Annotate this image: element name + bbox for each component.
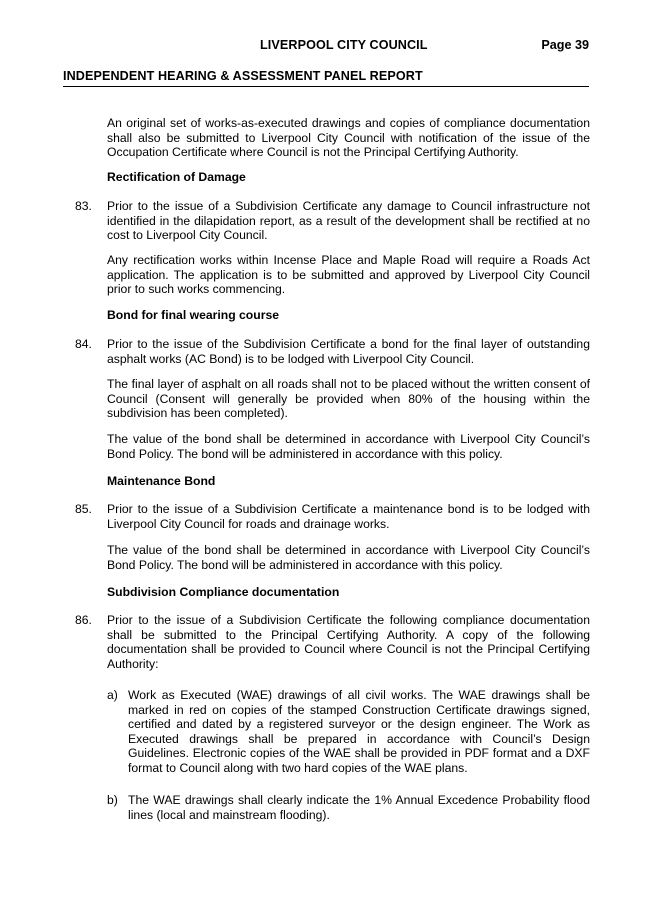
- condition-number-83: 83.: [75, 199, 92, 213]
- condition-85-paragraph-2: The value of the bond shall be determined in accordance with Liverpool City Council’s Bond Policy. The bond will be administered in accordance with this policy.: [107, 543, 590, 572]
- condition-number-85: 85.: [75, 502, 92, 516]
- section-heading-bond-final-wearing: Bond for final wearing course: [107, 308, 279, 322]
- report-title: INDEPENDENT HEARING & ASSESSMENT PANEL REPORT: [63, 69, 423, 83]
- condition-number-86: 86.: [75, 613, 92, 627]
- section-heading-maintenance-bond: Maintenance Bond: [107, 474, 216, 488]
- condition-84-paragraph-3: The value of the bond shall be determined in accordance with Liverpool City Council’s Bond Policy. The bond will be administered in accordance with this policy.: [107, 432, 590, 461]
- section-heading-compliance-documentation: Subdivision Compliance documentation: [107, 585, 340, 599]
- page-number: Page 39: [541, 38, 589, 52]
- condition-85-paragraph-1: Prior to the issue of a Subdivision Certificate a maintenance bond is to be lodged with Liverpool City Council for roads and drainage works.: [107, 502, 590, 531]
- list-item-letter-a: a): [107, 688, 118, 702]
- condition-number-84: 84.: [75, 337, 92, 351]
- list-item-letter-b: b): [107, 793, 118, 807]
- list-item-text-b: The WAE drawings shall clearly indicate the 1% Annual Excedence Probability flood lines (local and mainstream flooding).: [128, 793, 590, 822]
- condition-83-paragraph-2: Any rectification works within Incense Place and Maple Road will require a Roads Act application. The application is to be submitted and approved by Liverpool City Council prior to such works commencing.: [107, 253, 590, 297]
- header-divider: [63, 86, 589, 87]
- condition-83-paragraph-1: Prior to the issue of a Subdivision Certificate any damage to Council infrastructure not identified in the dilapidation report, as a result of the development shall be rectified at no cost to Liverpool City Council.: [107, 199, 590, 243]
- section-heading-rectification: Rectification of Damage: [107, 170, 246, 184]
- condition-86-paragraph-1: Prior to the issue of a Subdivision Certificate the following compliance documentation shall be submitted to the Principal Certifying Authority. A copy of the following documentation shall be provided to Council where Council is not the Principal Certifying Authority:: [107, 613, 590, 671]
- list-item-text-a: Work as Executed (WAE) drawings of all civil works. The WAE drawings shall be marked in red on copies of the stamped Construction Certificate drawings signed, certified and dated by a registered surveyor or the design engineer. The Work as Executed drawings shall be prepared in accordance with Council’s Design Guidelines. Electronic copies of the WAE shall be provided in PDF format and a DXF format to Council along with two hard copies of the WAE plans.: [128, 688, 590, 775]
- header-council-name: LIVERPOOL CITY COUNCIL: [260, 38, 428, 52]
- intro-paragraph: An original set of works-as-executed drawings and copies of compliance documentation shall also be submitted to Liverpool City Council with notification of the issue of the Occupation Certificate where Council is not the Principal Certifying Authority.: [107, 116, 590, 160]
- condition-84-paragraph-1: Prior to the issue of the Subdivision Certificate a bond for the final layer of outstanding asphalt works (AC Bond) is to be lodged with Liverpool City Council.: [107, 337, 590, 366]
- condition-84-paragraph-2: The final layer of asphalt on all roads shall not to be placed without the written consent of Council (Consent will generally be provided when 80% of the housing within the subdivision has been completed).: [107, 377, 590, 421]
